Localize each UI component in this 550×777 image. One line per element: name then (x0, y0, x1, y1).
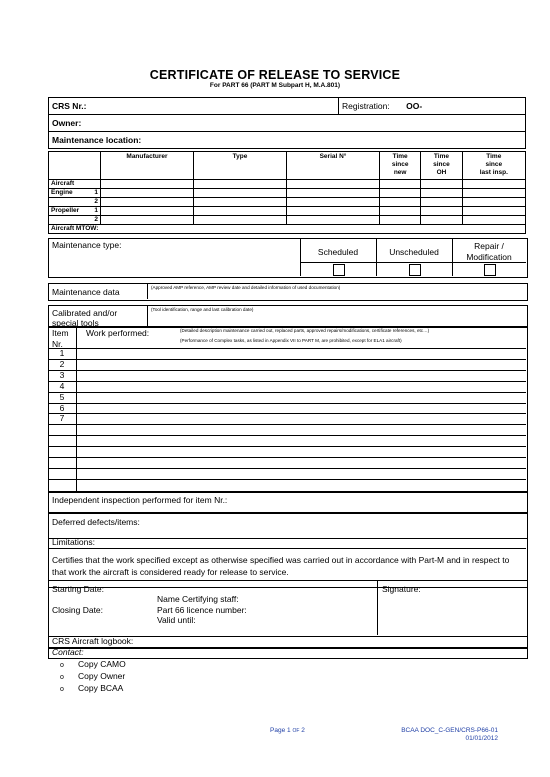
divider (377, 580, 378, 635)
table-row[interactable] (48, 381, 526, 382)
signature-block (48, 580, 528, 637)
crs-nr-cell[interactable] (49, 98, 339, 115)
table-cell[interactable] (287, 216, 380, 225)
table-cell[interactable] (194, 189, 287, 198)
location-cell[interactable] (49, 132, 526, 149)
row-label-propeller-2: 2 (49, 216, 101, 225)
table-row (49, 225, 526, 234)
list-item: o Copy BCAA (60, 683, 124, 693)
table-cell[interactable] (287, 207, 380, 216)
calibrated-tools-note: (Tool identification, range and last calibration date) (151, 307, 254, 312)
table-row (49, 216, 526, 225)
table-row (49, 198, 526, 207)
table-cell[interactable] (194, 180, 287, 189)
col-header-time-since-new: Time since new (380, 152, 421, 180)
table-cell[interactable] (421, 189, 462, 198)
table-cell[interactable] (421, 207, 462, 216)
list-item: o Copy CAMO (60, 659, 126, 669)
calibrated-tools-label: Calibrated and/or special tools (52, 308, 118, 328)
table-cell[interactable] (462, 216, 525, 225)
table-cell[interactable] (462, 189, 525, 198)
table-cell[interactable] (380, 189, 421, 198)
table-cell[interactable] (101, 216, 194, 225)
table-row[interactable] (48, 392, 526, 393)
page-subtitle: For PART 66 (PART M Subpart H, M.A.801) (209, 82, 341, 89)
table-cell[interactable] (462, 207, 525, 216)
licence-number-label: Part 66 licence number: (157, 605, 247, 615)
work-performed-note-2: (Performance of Complex tasks, as listed in Appendix VII to PART M, are prohibited, except for ELA1 aircraft) (180, 338, 402, 343)
table-row[interactable] (48, 435, 526, 436)
work-performed-label: Work performed: (86, 328, 150, 338)
divider (76, 326, 77, 491)
table-cell[interactable] (101, 180, 194, 189)
certification-statement: Certifies that the work specified except as otherwise specified was carried out in accordance with Part-M and in respect to that work the aircraft is considered ready for release to service. (52, 555, 510, 577)
col-header-type: Type (194, 152, 287, 180)
table-cell[interactable] (101, 198, 194, 207)
list-item: o Copy Owner (60, 671, 126, 681)
scheduled-label: Scheduled (317, 247, 359, 257)
aircraft-table (48, 151, 526, 234)
table-row[interactable] (48, 413, 526, 414)
table-row (49, 189, 526, 198)
crs-header-table (48, 97, 526, 149)
table-row[interactable] (48, 479, 526, 480)
mtow-label: Aircraft MTOW: (51, 225, 99, 232)
table-cell[interactable] (462, 198, 525, 207)
divider (300, 238, 301, 276)
table-cell[interactable] (380, 207, 421, 216)
divider (376, 238, 377, 276)
item-number: 6 (59, 402, 65, 413)
item-number: 1 (59, 348, 65, 358)
table-cell[interactable] (421, 198, 462, 207)
table-row (49, 207, 526, 216)
repair-modification-label: Repair / Modification (466, 241, 512, 262)
table-row[interactable] (48, 457, 526, 458)
copies-list (60, 658, 126, 694)
maintenance-type-label: Maintenance type: (52, 240, 122, 250)
item-number: 3 (59, 369, 65, 380)
repair-modification-checkbox[interactable] (484, 264, 496, 276)
row-label-propeller-1: Propeller 1 (49, 207, 101, 216)
table-cell[interactable] (287, 180, 380, 189)
document-date: 01/01/2012 (465, 735, 498, 742)
crs-nr-label: CRS Nr.: (52, 101, 87, 111)
owner-label: Owner: (52, 118, 82, 128)
certifying-staff-label: Name Certifying staff: (157, 594, 239, 604)
registration-label: Registration: (342, 101, 390, 111)
table-cell[interactable] (101, 207, 194, 216)
document-reference: BCAA DOC_C-GEN/CRS-P66-01 (401, 727, 498, 734)
deferred-defects-label: Deferred defects/items: (52, 517, 140, 527)
item-number: 4 (59, 380, 65, 391)
corner-cell (49, 152, 101, 180)
divider (147, 283, 148, 299)
table-cell[interactable] (287, 198, 380, 207)
table-cell[interactable] (287, 189, 380, 198)
table-row[interactable] (48, 370, 526, 371)
table-cell[interactable] (421, 216, 462, 225)
calibrated-tools-field[interactable] (48, 305, 528, 328)
location-label: Maintenance location: (52, 135, 142, 145)
table-row[interactable] (48, 468, 526, 469)
table-row[interactable] (48, 424, 526, 425)
registration-cell[interactable] (339, 98, 526, 115)
item-number: 2 (59, 358, 65, 369)
unscheduled-label: Unscheduled (389, 247, 439, 257)
item-number: 5 (59, 391, 65, 402)
table-row[interactable] (48, 403, 526, 404)
valid-until-label: Valid until: (157, 615, 196, 625)
work-performed-note-1: (Detailed description maintenance carried out, replaced parts, approved repairs/modifications, certificate references, etc…) (180, 328, 430, 333)
owner-cell[interactable] (49, 115, 526, 132)
table-row (49, 180, 526, 189)
unscheduled-checkbox[interactable] (409, 264, 421, 276)
page-number: Page 1 OF 2 (270, 727, 305, 734)
closing-date-label: Closing Date: (52, 605, 104, 615)
item-number: 7 (59, 413, 65, 424)
table-cell[interactable] (101, 189, 194, 198)
table-cell[interactable] (194, 216, 287, 225)
row-label-engine-2: 2 (49, 198, 101, 207)
table-cell[interactable] (421, 180, 462, 189)
table-cell[interactable] (380, 180, 421, 189)
maintenance-data-note: (Approved AMP reference, AMP review date and detailed information of used documentation) (151, 285, 341, 290)
col-header-manufacturer: Manufacturer (101, 152, 194, 180)
item-nr-header: Item Nr. (52, 328, 69, 349)
col-header-serial: Serial N° (287, 152, 380, 180)
table-cell[interactable] (462, 180, 525, 189)
row-label-engine-1: Engine 1 (49, 189, 101, 198)
page-title: CERTIFICATE OF RELEASE TO SERVICE (149, 68, 401, 82)
scheduled-checkbox[interactable] (333, 264, 345, 276)
table-row[interactable] (48, 348, 526, 349)
logbook-label: CRS Aircraft logbook: (52, 636, 134, 646)
table-cell[interactable] (380, 198, 421, 207)
table-cell[interactable] (194, 207, 287, 216)
divider (48, 548, 526, 549)
row-label-aircraft: Aircraft (49, 180, 101, 189)
table-row[interactable] (48, 359, 526, 360)
limitations-label: Limitations: (52, 537, 95, 547)
registration-prefix: OO- (406, 101, 423, 111)
table-cell[interactable] (380, 216, 421, 225)
signature-label: Signature: (382, 584, 421, 594)
independent-inspection-label: Independent inspection performed for item Nr.: (52, 495, 228, 505)
col-header-time-since-last-insp: Time since last insp. (462, 152, 525, 180)
maintenance-data-label: Maintenance data (52, 287, 120, 297)
mtow-cell[interactable] (49, 225, 526, 234)
divider (147, 305, 148, 326)
table-row[interactable] (48, 446, 526, 447)
contact-label: Contact: (52, 647, 84, 657)
starting-date-label: Starting Date: (52, 584, 104, 594)
col-header-time-since-oh: Time since OH (421, 152, 462, 180)
table-cell[interactable] (194, 198, 287, 207)
